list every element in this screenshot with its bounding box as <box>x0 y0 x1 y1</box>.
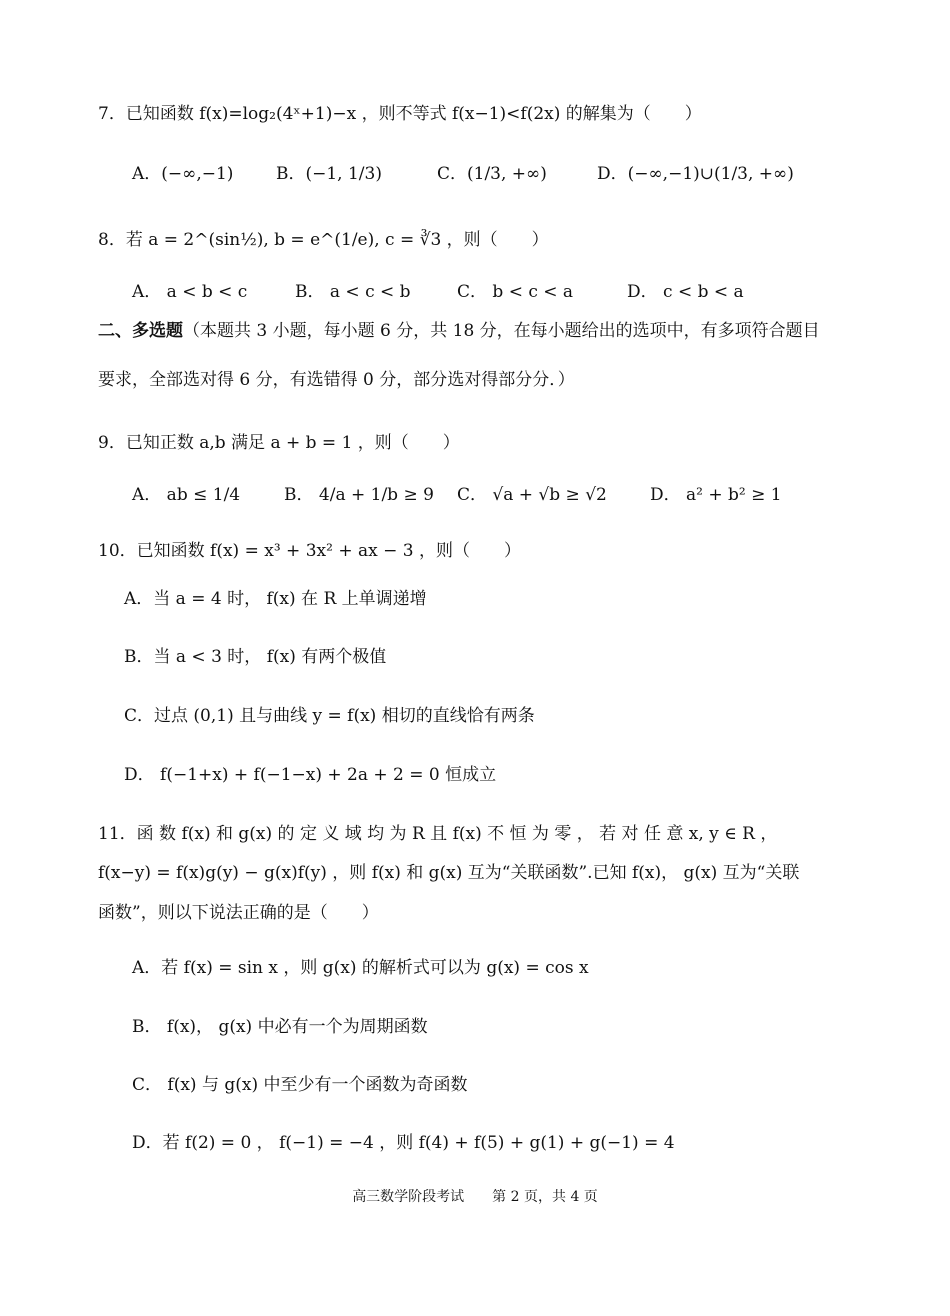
q8-number: 8． <box>98 230 126 250</box>
q10-option-c: C．过点 (0,1) 且与曲线 y = f(x) 相切的直线恰有两条 <box>124 706 535 726</box>
q8-stem <box>98 229 549 251</box>
q9-option-a: A． ab ≤ 1/4 <box>132 485 241 505</box>
page-footer: 高三数学阶段考试 第 2 页，共 4 页 <box>352 1189 598 1205</box>
q7-option-b: B．(−1, 1/3) <box>276 164 382 184</box>
q10-option-b: B．当 a < 3 时， f(x) 有两个极值 <box>124 647 387 667</box>
q11-option-d: D．若 f(2) = 0 ， f(−1) = −4 ，则 f(4) + f(5) + g(1) + g(−1) = 4 <box>132 1133 675 1153</box>
q10-number: 10． <box>98 541 137 561</box>
section2-title: 二、多选题 <box>98 321 183 341</box>
q10-text: 已知函数 f(x) = x³ + 3x² + ax − 3 ，则（ ） <box>136 541 521 561</box>
q7-stem <box>98 103 702 125</box>
q11-number: 11． <box>98 824 137 844</box>
q11-option-c: C． f(x) 与 g(x) 中至少有一个函数为奇函数 <box>132 1075 468 1095</box>
q7-option-a: A．(−∞,−1) <box>132 164 234 184</box>
section2-header <box>98 320 820 342</box>
q11-stem-line3: 函数”，则以下说法正确的是（ ） <box>98 903 379 923</box>
q8-option-b: B． a < c < b <box>295 282 411 302</box>
q9-option-b: B． 4/a + 1/b ≥ 9 <box>284 485 434 505</box>
q11-stem-line2: f(x−y) = f(x)g(y) − g(x)f(y) ，则 f(x) 和 g(x) 互为“关联函数”.已知 f(x)， g(x) 互为“关联 <box>98 863 800 883</box>
q9-option-c: C． √a + √b ≥ √2 <box>457 485 607 505</box>
q10-stem <box>98 540 521 562</box>
q11-text-line1: 函 数 f(x) 和 g(x) 的 定 义 域 均 为 R 且 f(x) 不 恒 为 零 ， 若 对 任 意 x, y ∈ R ， <box>136 824 778 844</box>
q8-text: 若 a = 2^(sin½), b = e^(1/e), c = ∛3 ，则（ ） <box>125 230 549 250</box>
section2-desc-line1: （本题共 3 小题，每小题 6 分，共 18 分，在每小题给出的选项中，有多项符合题目 <box>183 321 820 341</box>
q11-option-b: B． f(x)， g(x) 中必有一个为周期函数 <box>132 1017 428 1037</box>
q8-option-d: D． c < b < a <box>627 282 744 302</box>
section2-desc-line2: 要求，全部选对得 6 分，有选错得 0 分，部分选对得部分分．） <box>98 370 575 390</box>
q7-option-d: D．(−∞,−1)∪(1/3, +∞) <box>597 164 794 184</box>
q9-option-d: D． a² + b² ≥ 1 <box>650 485 782 505</box>
q11-stem-line1 <box>98 823 777 845</box>
q11-option-a: A．若 f(x) = sin x ，则 g(x) 的解析式可以为 g(x) = cos x <box>132 958 589 978</box>
q8-option-c: C． b < c < a <box>457 282 574 302</box>
q8-option-a: A． a < b < c <box>132 282 248 302</box>
q10-option-d: D． f(−1+x) + f(−1−x) + 2a + 2 = 0 恒成立 <box>124 765 497 785</box>
q7-option-c: C．(1/3, +∞) <box>437 164 547 184</box>
q7-text: 已知函数 f(x)=log₂(4ˣ+1)−x ，则不等式 f(x−1)<f(2x) 的解集为（ ） <box>125 104 702 124</box>
q9-number: 9． <box>98 433 126 453</box>
q9-text: 已知正数 a,b 满足 a + b = 1 ，则（ ） <box>125 433 460 453</box>
q9-stem <box>98 432 460 454</box>
q7-number: 7． <box>98 104 126 124</box>
q10-option-a: A．当 a = 4 时， f(x) 在 R 上单调递增 <box>124 589 427 609</box>
